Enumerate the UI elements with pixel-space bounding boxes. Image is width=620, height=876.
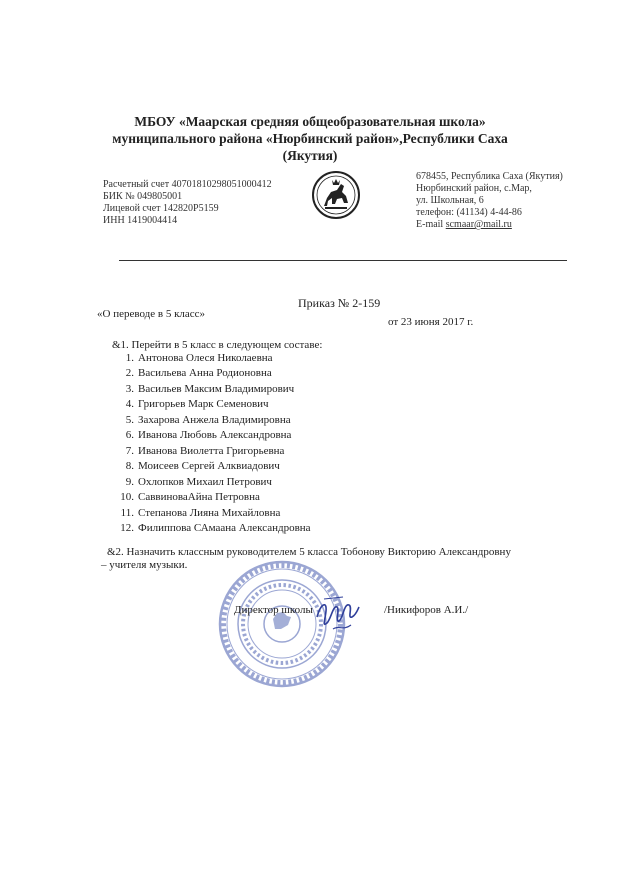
director-signature-icon: [313, 595, 361, 633]
student-name: Иванова Виолетта Григорьевна: [138, 444, 285, 457]
student-number: 5.: [125, 413, 134, 426]
student-name: Григорьев Марк Семенович: [138, 398, 269, 411]
email-line: [416, 219, 563, 231]
personal-account: Лицевой счет 142820Р5159: [103, 203, 219, 214]
student-number: 8.: [125, 460, 134, 473]
clause-2-line2: – учителя музыки.: [101, 559, 188, 571]
student-name: Охлопков Михаил Петрович: [138, 475, 272, 488]
student-name: Степанова Лияна Михайловна: [138, 506, 281, 519]
header-divider: [119, 260, 567, 261]
student-name: Антонова Олеся Николаевна: [138, 352, 273, 364]
order-subject: «О переводе в 5 класс»: [97, 308, 206, 320]
student-list-item: [114, 351, 311, 366]
email-label: E-mail: [416, 219, 446, 230]
school-name-line1: МБОУ «Маарская средняя общеобразовательная школа»: [134, 114, 486, 129]
student-list-item: [114, 490, 311, 505]
student-number: 2.: [125, 367, 134, 380]
student-list-item: [114, 397, 311, 412]
student-number: 12.: [120, 521, 134, 534]
order-title: Приказ № 2-159: [298, 296, 381, 310]
student-list-item: [114, 506, 311, 521]
director-position: Директор школы: [234, 604, 313, 616]
clause-2-line1: &2. Назначить классным руководителем 5 класса Тобонову Викторию Александровну: [107, 546, 511, 558]
student-name: СаввиноваАйна Петровна: [138, 491, 260, 504]
student-list-item: [114, 366, 311, 381]
student-list-item: [114, 459, 311, 474]
coat-of-arms-icon: [311, 170, 361, 220]
student-number: 4.: [125, 398, 134, 411]
student-list-item: [114, 428, 311, 443]
student-list-item: [114, 444, 311, 459]
student-number: 9.: [125, 475, 134, 488]
school-address: [416, 171, 563, 231]
school-name-line2: муниципального района «Нюрбинский район»,Республики Саха: [112, 131, 508, 146]
student-list: [114, 351, 311, 536]
inn-number: ИНН 1419004414: [103, 215, 178, 226]
account-number: Расчетный счет 40701810298051000412: [103, 179, 272, 190]
student-number: 1.: [125, 352, 134, 364]
student-list-item: [114, 475, 311, 490]
bik-number: БИК № 049805001: [103, 191, 183, 202]
student-name: Моисеев Сергей Алквиадович: [138, 460, 280, 473]
student-number: 10.: [120, 491, 134, 504]
student-number: 3.: [125, 382, 134, 395]
order-date: от 23 июня 2017 г.: [388, 316, 474, 328]
student-name: Захарова Анжела Владимировна: [138, 413, 291, 426]
student-name: Васильев Максим Владимирович: [138, 382, 295, 395]
bank-requisites: [103, 179, 272, 227]
address-street: ул. Школьная, 6: [416, 195, 484, 206]
student-list-item: [114, 382, 311, 397]
phone-number: телефон: (41134) 4-44-86: [416, 207, 522, 218]
email-link[interactable]: scmaar@mail.ru: [445, 219, 512, 230]
student-number: 11.: [120, 506, 134, 519]
address-index: 678455, Республика Саха (Якутия): [416, 171, 563, 182]
director-name: /Никифоров А.И./: [384, 604, 469, 616]
school-name-line3: (Якутия): [282, 148, 338, 163]
address-district: Нюрбинский район, с.Мар,: [416, 183, 532, 194]
student-name: Васильева Анна Родионовна: [138, 367, 272, 380]
student-name: Иванова Любовь Александровна: [138, 429, 292, 442]
clause-1: &1. Перейти в 5 класс в следующем составе:: [112, 339, 323, 351]
student-name: Филиппова САмаана Александровна: [138, 521, 311, 534]
student-number: 7.: [125, 444, 134, 457]
student-number: 6.: [125, 429, 134, 442]
student-list-item: [114, 521, 311, 536]
student-list-item: [114, 413, 311, 428]
